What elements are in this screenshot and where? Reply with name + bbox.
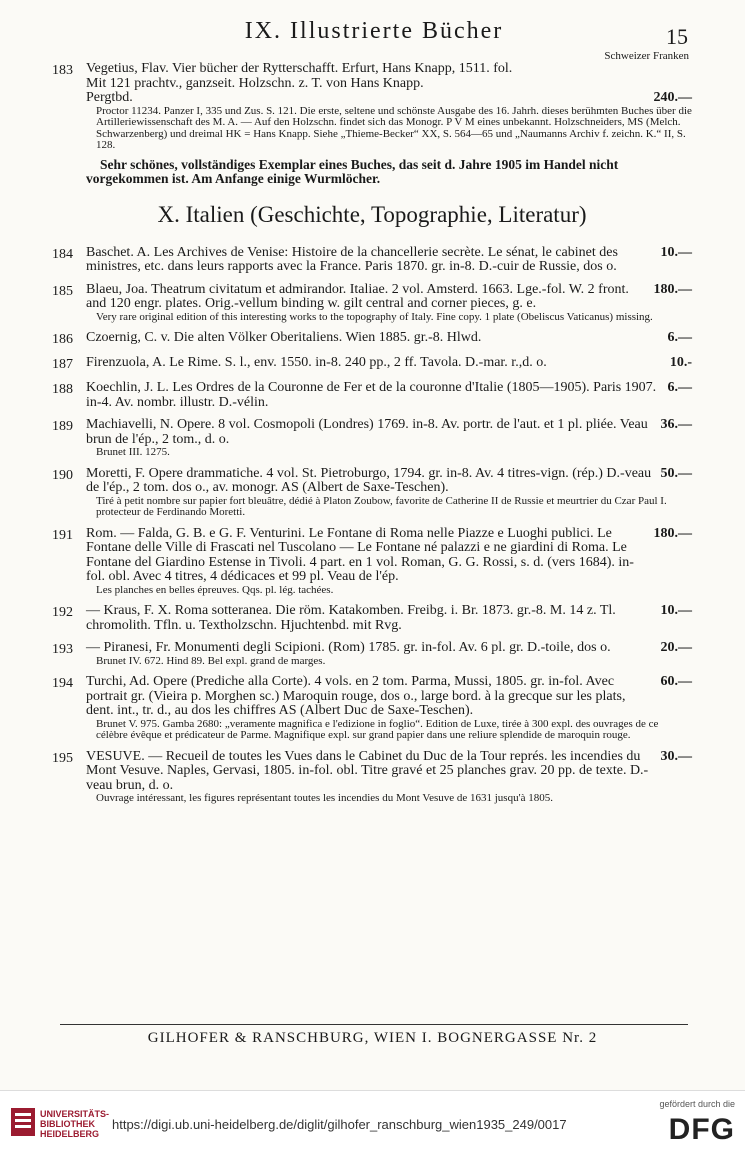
entry-body	[86, 750, 692, 805]
entry-line	[86, 675, 692, 719]
entry-note: Proctor 11234. Panzer I, 335 und Zus. S. 121. Die erste, seltene und schönste Ausgabe des 16. Jahrh. dieses berühmten Buches über die Artilleriewissenschaft des M. A. — Auf den Holzschn. findet sich das Monogr. P V M eines unbekannt. Holzschneiders, MS (Melch. Schwarzenberg) und dreimal HK = Hans Knapp. Siehe „Thieme-Becker“ XX, S. 564—65 und „Naumanns Archiv f. zeichn. K.“ II, S. 128.	[96, 104, 692, 151]
entry-body	[86, 356, 692, 373]
entry-body	[86, 381, 692, 410]
entry-price: 10.—	[660, 244, 692, 260]
currency-label: Schweizer Franken	[604, 50, 689, 62]
entry-line	[86, 418, 692, 447]
entry-body	[86, 331, 692, 348]
entry-price	[684, 62, 692, 77]
library-name-line-1: UNIVERSITÄTS-	[40, 1109, 110, 1119]
entry-body	[86, 246, 692, 275]
entry-note: Les planches en belles épreuves. Qqs. pl. lég. tachées.	[96, 583, 334, 596]
entry-number: 184	[52, 246, 73, 262]
entry-number: 188	[52, 382, 73, 397]
entry-number: 191	[52, 527, 73, 543]
university-library-logo-icon	[10, 1107, 36, 1137]
entry-line	[86, 467, 692, 496]
viewer-bottom-bar	[0, 1090, 745, 1158]
entry-price	[684, 77, 692, 92]
page-title: IX. Illustrierte Bücher	[244, 18, 504, 44]
catalog-entry	[52, 283, 692, 324]
entry-note: Brunet III. 1275.	[96, 446, 170, 458]
catalog-entry	[52, 356, 692, 373]
entry-remark: Sehr schönes, vollständiges Exemplar eines Buches, das seit d. Jahre 1905 im Handel nicht vorgekommen ist. Am Anfange einige Wurmlöcher.	[86, 156, 619, 186]
entry-note: Ouvrage intéressant, les figures représentant toutes les incendies du Mont Vesuve de 1631 jusqu'à 1805.	[96, 792, 553, 804]
catalog-entry	[52, 604, 692, 633]
entry-price: 180.—	[653, 281, 692, 297]
entry-text: Pergtbd.	[86, 90, 133, 105]
library-name-line-3: HEIDELBERG	[40, 1129, 100, 1139]
entry-text: VESUVE. — Recueil de toutes les Vues dans le Cabinet du Duc de la Tour représ. les incendies du Mont Vesuve. Naples, Gervasi, 1805. in-fol. obl. Titre gravé et 25 planches grav. 20 pp. de texte. D.-veau brun, d. o.	[86, 748, 649, 793]
entry-line	[86, 356, 692, 371]
catalog-entry	[52, 331, 692, 348]
entry-body	[86, 604, 692, 633]
entry-text: Rom. — Falda, G. B. e G. F. Venturini. Le Fontane di Roma nelle Piazze e Luoghi publici. Le Fontane delle Ville di Frascati nel Tuscolano — Le Fontane né palazzi e ne giardini di Roma. Le Fontane del Giardino Estense in Tivoli. 4 part. en 1 vol. Roman, G. G. Rossi, s. d. (vers 1684). in-fol. obl. Avec 4 titres, 4 dédicaces et 99 pl. Veau de l'ép.	[86, 525, 634, 584]
entry-note: Brunet V. 975. Gamba 2680: „veramente magnifica e l'edizione in foglio“. Edition de Luxe, tirée à 300 expl. des ouvrages de ce célèbre évêque et prédicateur de Parme. Magnifique expl. sur grand papier dans une reliure splendide de maroquin rouge.	[96, 717, 659, 741]
entry-price: 6.—	[667, 380, 692, 395]
entry-number: 190	[52, 467, 73, 483]
funded-by-label: gefördert durch die	[659, 1099, 735, 1109]
entry-note: Brunet IV. 672. Hind 89. Bel expl. grand de marges.	[96, 654, 326, 667]
entry-text: — Kraus, F. X. Roma sotteranea. Die röm. Katakomben. Freibg. i. Br. 1873. gr.-8. M. 14 z. Tl. chromolith. Tfln. u. Textholzschn. Hjuchtenbd. mit Rvg.	[86, 603, 616, 633]
catalog-entry	[52, 246, 692, 275]
entry-number: 187	[52, 357, 73, 372]
catalog-entry	[52, 467, 692, 519]
entry-price: 6.—	[667, 330, 692, 345]
entry-text: Machiavelli, N. Opere. 8 vol. Cosmopoli (Londres) 1769. in-8. Av. portr. de l'aut. et 1 pl. pliée. Veau brun de l'ép., 2 tom., d. o.	[86, 417, 648, 447]
entries-section-ix	[52, 62, 692, 186]
catalog-entry	[52, 750, 692, 805]
catalog-entry	[52, 381, 692, 410]
entry-line	[86, 246, 692, 275]
page-header	[60, 18, 688, 54]
library-name-line-2: BIBLIOTHEK	[40, 1119, 95, 1129]
entry-price: 50.—	[660, 465, 692, 481]
entry-text: Baschet. A. Les Archives de Venise: Histoire de la chancellerie secrète. Le sénat, le cabinet des ministres, etc. dans leurs rapports avec la France. Paris 1870. gr. in-8. D.-cuir de Russie, dos o.	[86, 244, 618, 274]
entry-text: Vegetius, Flav. Vier bücher der Rytterschafft. Erfurt, Hans Knapp, 1511. fol.	[86, 61, 513, 76]
entry-number: 193	[52, 642, 73, 657]
entries-section-x	[52, 246, 692, 805]
entry-text: Firenzuola, A. Le Rime. S. l., env. 1550. in-8. 240 pp., 2 ff. Tavola. D.-mar. r.,d. o.	[86, 355, 547, 370]
entry-number: 194	[52, 676, 73, 691]
document-url-link[interactable]: https://digi.ub.uni-heidelberg.de/diglit/gilhofer_ranschburg_wien1935_249/0017	[112, 1117, 567, 1132]
footer-divider	[60, 1024, 688, 1025]
catalog-entry	[52, 62, 692, 186]
entry-number: 195	[52, 750, 73, 766]
entry-price: 10.—	[660, 603, 692, 618]
entry-note: Tiré à petit nombre sur papier fort bleuâtre, dédié à Platon Zoubow, favorite de Catherine II de Russie et meurtrier du Czar Paul I. protecteur de Ferdinando Moretti.	[96, 494, 667, 518]
entry-line	[86, 641, 692, 656]
entry-price: 240.—	[653, 90, 692, 105]
entry-price: 180.—	[653, 525, 692, 541]
library-name	[40, 1109, 109, 1139]
catalog-entry	[52, 675, 692, 742]
entry-number: 186	[52, 332, 73, 347]
publisher-footer: GILHOFER & RANSCHBURG, WIEN I. BOGNERGASSE Nr. 2	[147, 1030, 598, 1046]
entry-number: 185	[52, 283, 73, 299]
entry-text: Moretti, F. Opere drammatiche. 4 vol. St. Pietroburgo, 1794. gr. in-8. Av. 4 titres-vign. (rép.) D.-veau de l'ép., 2 tom. dos o., av. monogr. AS (Albert de Saxe-Teschen).	[86, 465, 652, 495]
entry-text: Blaeu, Joa. Theatrum civitatum et admirandor. Italiae. 2 vol. Amsterd. 1663. Lge.-fol. W. 2 front. and 120 engr. plates. Orig.-vellum binding w. gilt central and corner pieces, g. e.	[86, 281, 629, 311]
entry-body	[86, 641, 692, 667]
entry-body	[86, 527, 692, 597]
entry-price: 20.—	[660, 640, 692, 655]
dfg-logo-icon: DFG	[668, 1113, 735, 1146]
entry-number: 189	[52, 419, 73, 434]
entry-text: Mit 121 prachtv., ganzseit. Holzschn. z. T. von Hans Knapp.	[86, 75, 424, 91]
entry-price: 36.—	[660, 417, 692, 432]
entry-note: Very rare original edition of this interesting works to the topography of Italy. Fine copy. 1 plate (Obeliscus Vaticanus) missing.	[96, 310, 653, 323]
catalog-entry	[52, 527, 692, 597]
entry-price: 60.—	[660, 674, 692, 689]
entry-line	[86, 77, 692, 92]
entry-text: Czoernig, C. v. Die alten Völker Oberitaliens. Wien 1885. gr.-8. Hlwd.	[86, 330, 482, 345]
section-heading: X. Italien (Geschichte, Topographie, Literatur)	[157, 201, 587, 227]
entry-line	[86, 604, 692, 633]
catalog-entries	[52, 62, 692, 813]
entry-line	[86, 62, 692, 77]
entry-price: 30.—	[660, 748, 692, 764]
entry-body	[86, 283, 692, 324]
page-number: 15	[666, 24, 688, 49]
entry-line	[86, 283, 692, 312]
entry-line	[86, 381, 692, 410]
catalog-entry	[52, 641, 692, 667]
entry-number: 183	[52, 63, 73, 78]
entry-text: — Piranesi, Fr. Monumenti degli Scipioni. (Rom) 1785. gr. in-fol. Av. 6 pl. gr. D.-toile, dos o.	[86, 640, 611, 655]
entry-price: 10.-	[669, 355, 692, 370]
entry-body	[86, 62, 692, 186]
entry-line	[86, 527, 692, 585]
entry-text: Turchi, Ad. Opere (Prediche alla Corte). 4 vols. en 2 tom. Parma, Mussi, 1805. gr. in-fol. Avec portrait gr. (Vieira p. Morghen sc.) Maroquin rouge, dos o., large bord. à la grecque sur les plats, dent. int., tr. d., au dos les chiffres AS (Albert Duc de Saxe-Teschen).	[86, 674, 626, 718]
entry-body	[86, 418, 692, 459]
entry-body	[86, 675, 692, 742]
catalog-entry	[52, 418, 692, 459]
entry-text: Koechlin, J. L. Les Ordres de la Couronne de Fer et de la couronne d'Italie (1805—1905). Paris 1907. in-4. Av. nombr. illustr. D.-vélin.	[86, 380, 657, 410]
entry-line	[86, 331, 692, 346]
entry-line	[86, 750, 692, 794]
entry-line	[86, 91, 692, 106]
entry-body	[86, 467, 692, 519]
entry-number: 192	[52, 605, 73, 620]
